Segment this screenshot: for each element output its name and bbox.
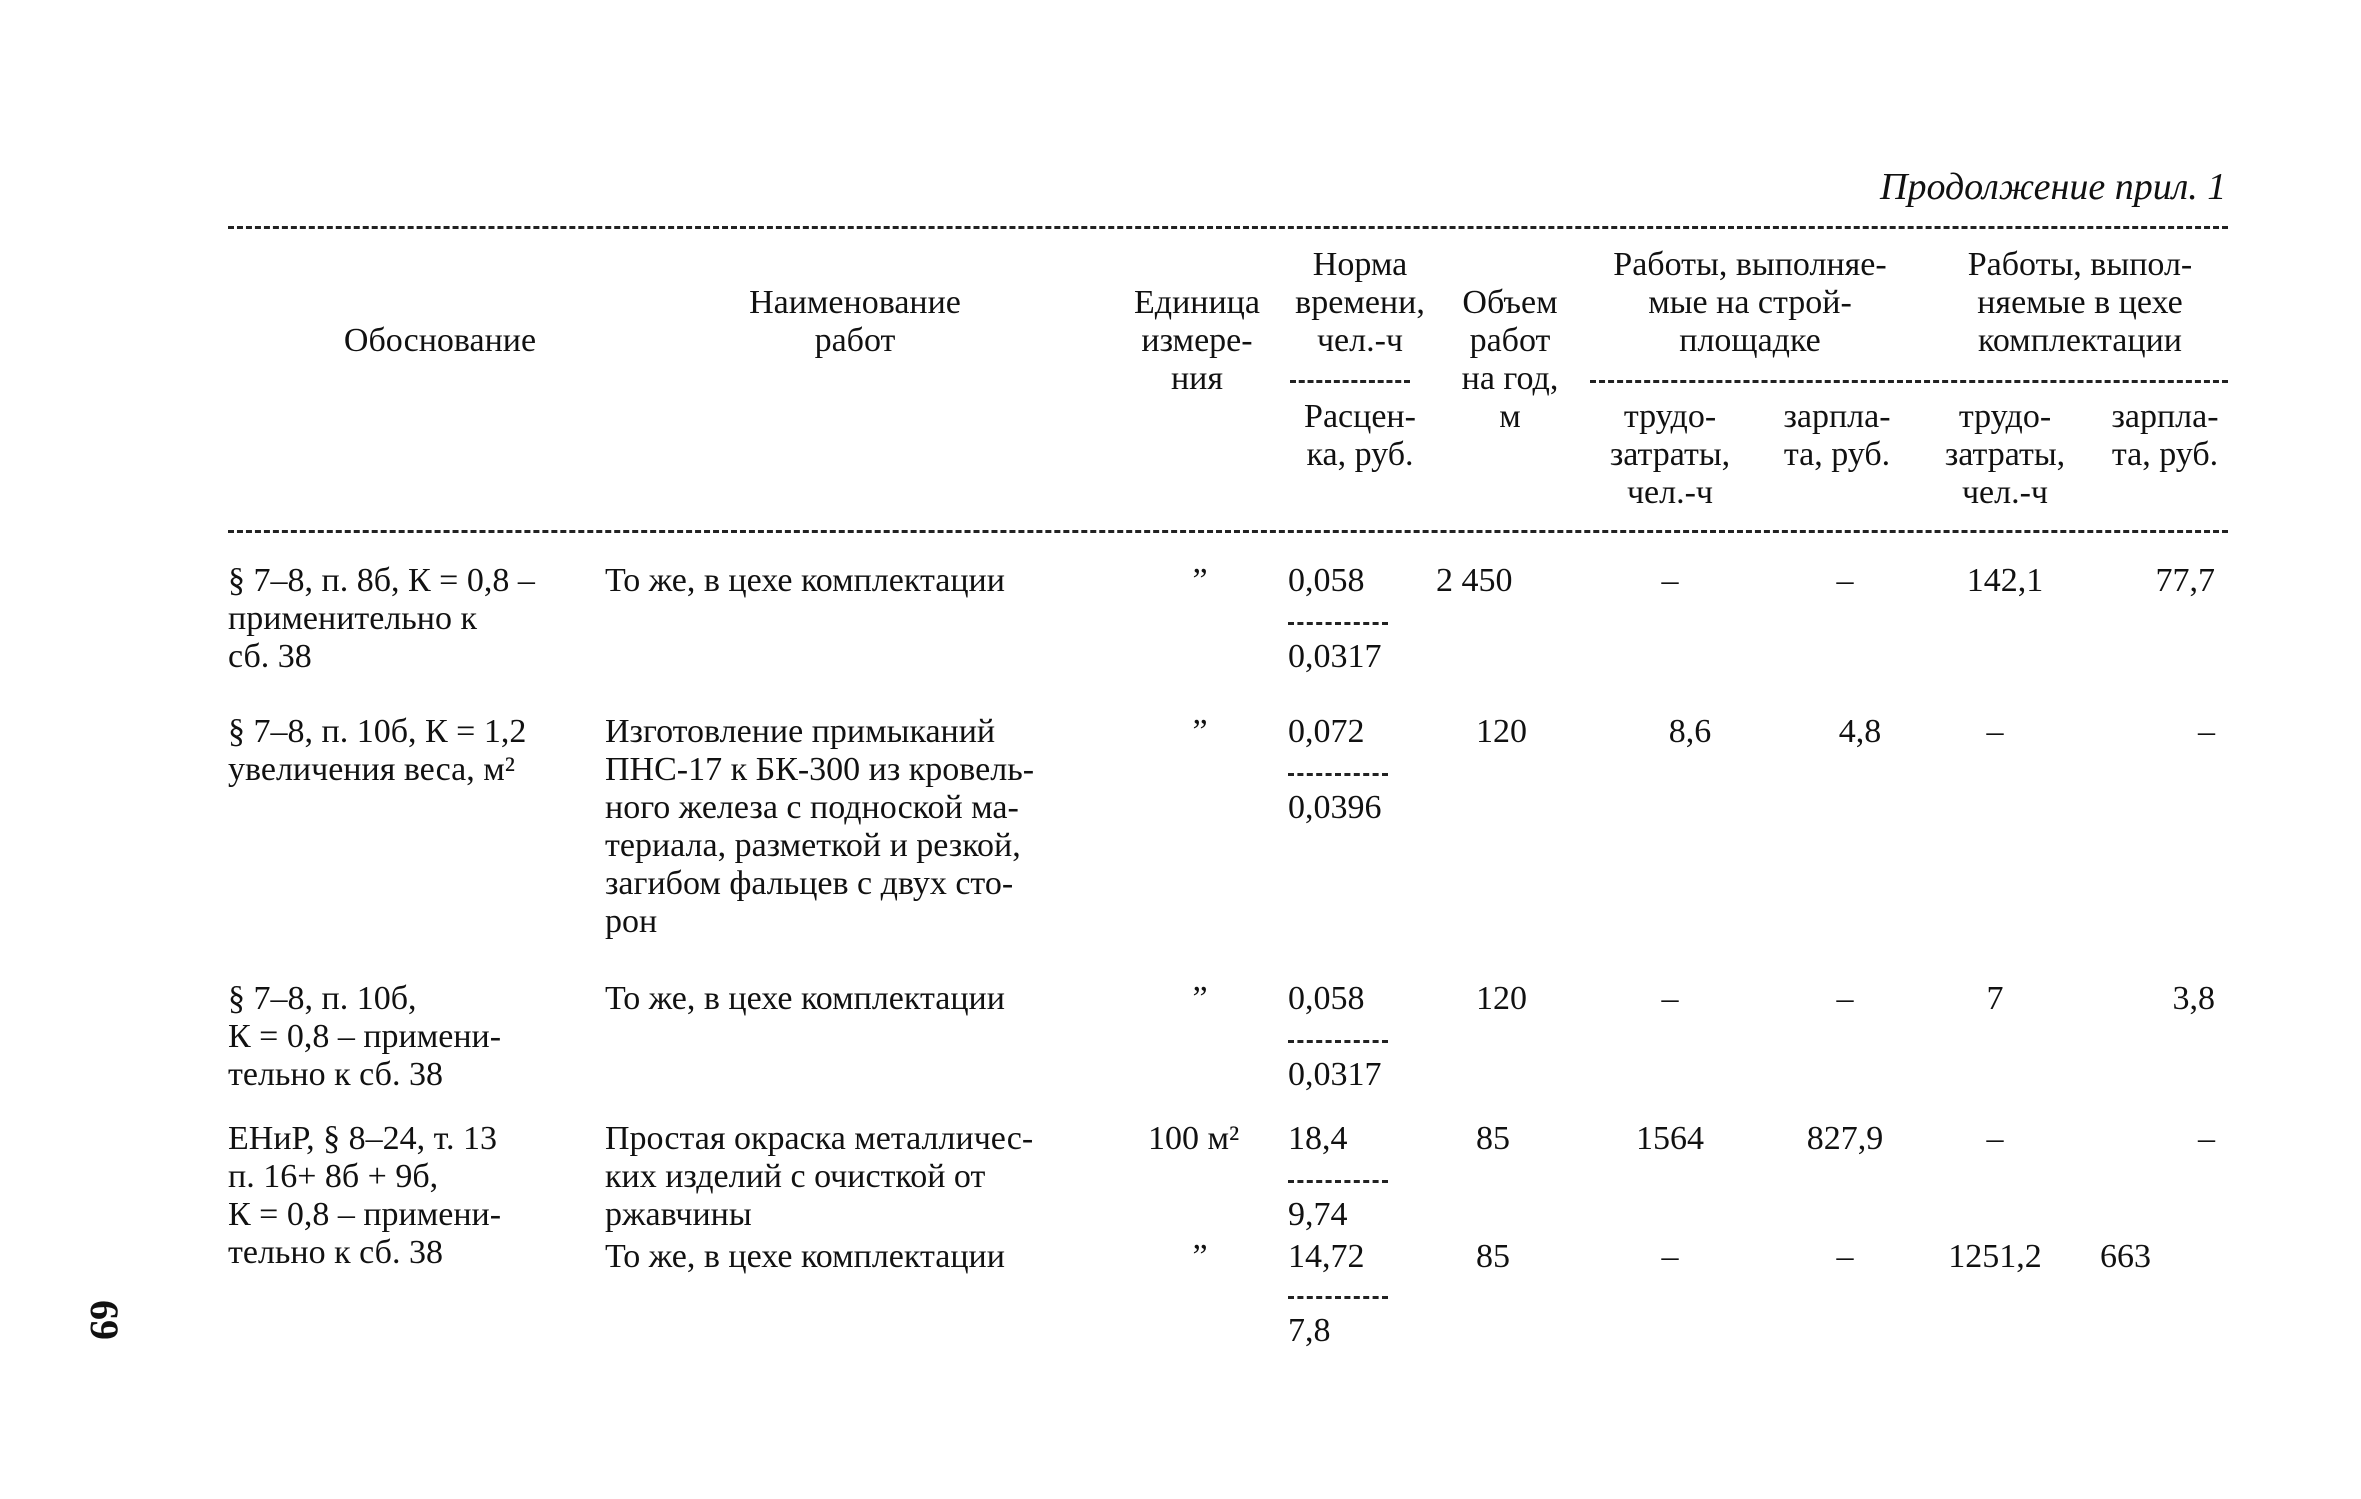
table-row-1-volume: 2 450 bbox=[1436, 562, 1513, 599]
table-row-3-site-wage: – bbox=[1836, 980, 1854, 1017]
table-row-3-shop-wage: 3,8 bbox=[2172, 980, 2215, 1017]
header-unit: Единица измере- ния bbox=[1134, 284, 1260, 397]
table-row-1-fraction-line bbox=[1288, 622, 1388, 625]
table-row-1-basis: § 7–8, п. 8б, К = 0,8 – применительно к сб. 38 bbox=[228, 562, 535, 675]
table-row-5-site-wage: – bbox=[1836, 1238, 1854, 1275]
table-row-2-volume: 120 bbox=[1476, 713, 1527, 750]
table-row-2-norm: 0,072 bbox=[1288, 713, 1365, 750]
table-row-1-site-wage: – bbox=[1836, 562, 1854, 599]
header-site-labor: трудо- затраты, чел.-ч bbox=[1609, 398, 1731, 511]
table-row-1-name: То же, в цехе комплектации bbox=[605, 562, 1005, 599]
header-group-rule bbox=[1590, 380, 2228, 383]
table-row-4-fraction-line bbox=[1288, 1180, 1388, 1183]
table-row-2-fraction-line bbox=[1288, 773, 1388, 776]
table-row-4-shop-labor: – bbox=[1986, 1120, 2004, 1157]
table-row-3-norm: 0,058 bbox=[1288, 980, 1365, 1017]
table-row-3-fraction-line bbox=[1288, 1040, 1388, 1043]
table-row-2-shop-wage: – bbox=[2198, 713, 2215, 750]
page-number: 69 bbox=[82, 1300, 127, 1340]
header-rate: Расцен- ка, руб. bbox=[1304, 398, 1416, 473]
table-row-1-shop-labor: 142,1 bbox=[1966, 562, 2044, 599]
header-work-name: Наименование работ bbox=[749, 284, 961, 359]
header-norm: Норма времени, чел.-ч bbox=[1295, 246, 1425, 359]
table-row-5-rate: 7,8 bbox=[1288, 1312, 1331, 1349]
table-row-5-shop-labor: 1251,2 bbox=[1948, 1238, 2042, 1275]
table-row-5-name: То же, в цехе комплектации bbox=[605, 1238, 1005, 1275]
table-row-2-basis: § 7–8, п. 10б, К = 1,2 увеличения веса, м² bbox=[228, 713, 527, 788]
table-row-3-shop-labor: 7 bbox=[1986, 980, 2004, 1017]
table-row-5-shop-wage: 663 bbox=[2100, 1238, 2151, 1275]
table-row-4-basis: ЕНиР, § 8–24, т. 13 п. 16+ 8б + 9б, К = 0,8 – примени- тельно к сб. 38 bbox=[228, 1120, 502, 1271]
table-row-3-rate: 0,0317 bbox=[1288, 1056, 1382, 1093]
table-row-4-rate: 9,74 bbox=[1288, 1196, 1348, 1233]
table-row-2-shop-labor: – bbox=[1986, 713, 2004, 750]
table-row-4-norm: 18,4 bbox=[1288, 1120, 1348, 1157]
header-volume: Объем работ на год, м bbox=[1461, 284, 1559, 435]
table-row-5-volume: 85 bbox=[1476, 1238, 1510, 1275]
table-row-3-volume: 120 bbox=[1476, 980, 1527, 1017]
table-row-3-name: То же, в цехе комплектации bbox=[605, 980, 1005, 1017]
table-row-4-site-labor: 1564 bbox=[1636, 1120, 1704, 1157]
header-site-work: Работы, выполняе- мые на строй- площадке bbox=[1613, 246, 1887, 359]
header-norm-fraction-line bbox=[1290, 380, 1410, 383]
table-row-2-site-labor: 8,6 bbox=[1668, 713, 1712, 750]
table-row-3-basis: § 7–8, п. 10б, К = 0,8 – примени- тельно к сб. 38 bbox=[228, 980, 502, 1093]
table-row-2-rate: 0,0396 bbox=[1288, 789, 1382, 826]
table-row-5-site-labor: – bbox=[1661, 1238, 1679, 1275]
table-row-1-unit: ” bbox=[1192, 562, 1208, 599]
header-shop-labor: трудо- затраты, чел.-ч bbox=[1944, 398, 2066, 511]
table-row-2-unit: ” bbox=[1192, 713, 1208, 750]
table-row-1-norm: 0,058 bbox=[1288, 562, 1365, 599]
table-row-4-shop-wage: – bbox=[2198, 1120, 2215, 1157]
header-basis: Обоснование bbox=[343, 322, 537, 359]
table-row-5-fraction-line bbox=[1288, 1296, 1388, 1299]
table-row-5-unit: ” bbox=[1192, 1238, 1208, 1275]
header-site-wage: зарпла- та, руб. bbox=[1783, 398, 1891, 473]
header-bottom-rule bbox=[228, 530, 2228, 533]
header-shop-wage: зарпла- та, руб. bbox=[2111, 398, 2219, 473]
table-row-4-unit: 100 м² bbox=[1148, 1120, 1240, 1157]
table-row-2-name: Изготовление примыканий ПНС-17 к БК-300 из кровель- ного железа с подноской ма- териала, разметкой и резкой, загибом фальцев с двух сто- рон bbox=[605, 713, 1035, 940]
table-row-1-rate: 0,0317 bbox=[1288, 638, 1382, 675]
table-row-3-site-labor: – bbox=[1661, 980, 1679, 1017]
table-row-4-volume: 85 bbox=[1476, 1120, 1510, 1157]
table-row-5-norm: 14,72 bbox=[1288, 1238, 1365, 1275]
table-row-4-site-wage: 827,9 bbox=[1806, 1120, 1884, 1157]
table-row-1-site-labor: – bbox=[1661, 562, 1679, 599]
table-row-4-name: Простая окраска металличес- ких изделий с очисткой от ржавчины bbox=[605, 1120, 1034, 1233]
page-title: Продолжение прил. 1 bbox=[1880, 166, 2227, 208]
table-row-1-shop-wage: 77,7 bbox=[2155, 562, 2215, 599]
table-row-3-unit: ” bbox=[1192, 980, 1208, 1017]
header-shop-work: Работы, выпол- няемые в цехе комплектации bbox=[1967, 246, 2193, 359]
table-row-2-site-wage: 4,8 bbox=[1838, 713, 1882, 750]
table-top-rule bbox=[228, 226, 2228, 229]
